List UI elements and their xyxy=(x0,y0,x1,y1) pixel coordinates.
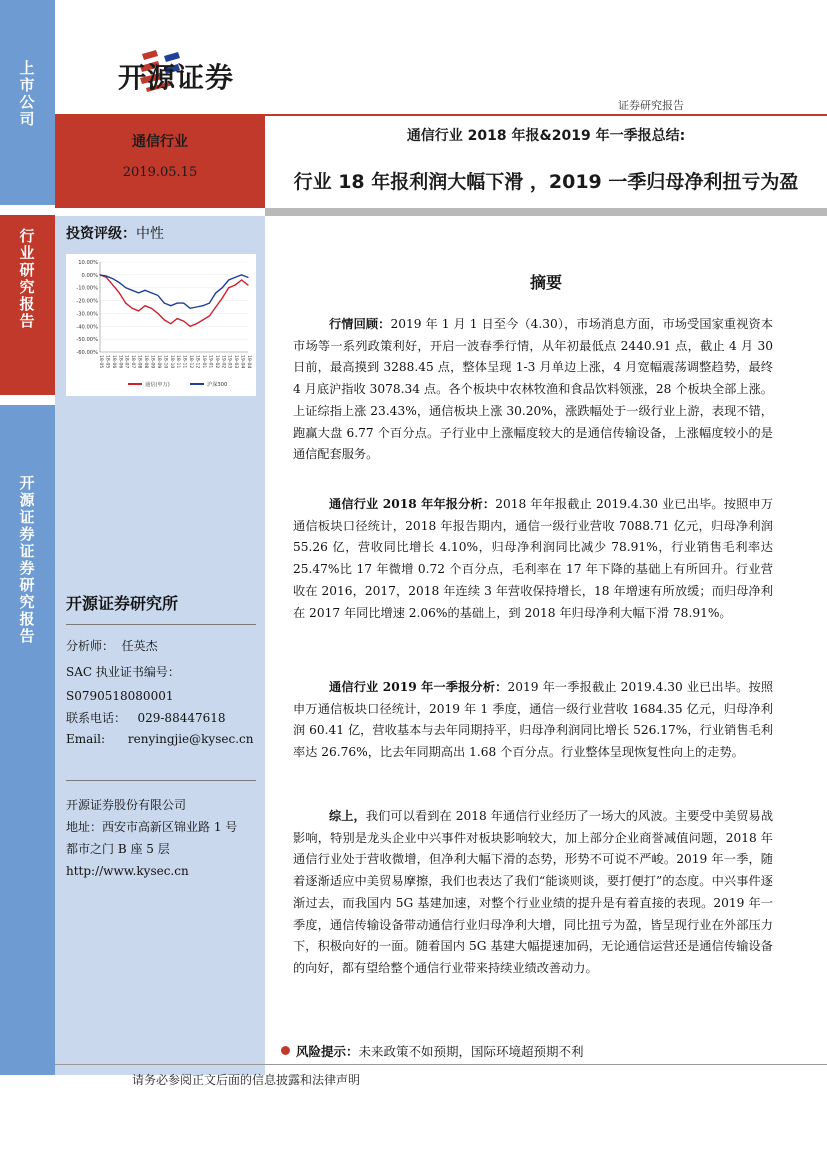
chart-x-tick-label: 18-08 xyxy=(143,355,149,369)
paragraph-lead: 通信行业 2019 年一季报分析： xyxy=(329,680,508,694)
paragraph-lead: 通信行业 2018 年年报分析： xyxy=(329,497,496,511)
performance-chart-box xyxy=(66,254,256,396)
investment-rating xyxy=(66,223,164,243)
report-subtitle: 通信行业 2018 年报&2019 年一季报总结: xyxy=(406,128,686,144)
bullet-icon xyxy=(281,1046,290,1055)
chart-y-tick-label: 10.00% xyxy=(78,260,98,266)
chart-point xyxy=(112,278,113,279)
chart-y-tick-label: -10.00% xyxy=(76,285,98,292)
chart-x-tick-label: 18-10 xyxy=(162,355,168,369)
strip-gap-2 xyxy=(0,395,55,405)
chart-x-tick-label: 18-06 xyxy=(110,355,116,369)
address-label: 地址： xyxy=(66,820,103,834)
chart-x-tick-label: 19-03 xyxy=(233,355,239,369)
chart-point xyxy=(119,282,120,283)
chart-point xyxy=(112,285,113,286)
rating-label: 投资评级： xyxy=(66,226,136,242)
chart-point xyxy=(215,306,216,307)
report-type-label: 证券研究报告 xyxy=(618,99,684,112)
chart-x-tick-label: 19-02 xyxy=(213,355,219,369)
chart-legend-label: 通信(申万) xyxy=(145,382,170,388)
chart-x-tick-label: 19-01 xyxy=(200,355,206,369)
email-label: Email: xyxy=(66,732,106,746)
sidebar-divider-1 xyxy=(66,624,256,625)
title-underbar xyxy=(265,208,827,216)
chart-point xyxy=(164,319,165,320)
chart-point xyxy=(235,285,236,286)
chart-x-tick-label: 19-03 xyxy=(226,355,232,369)
strip-gap xyxy=(0,205,55,215)
chart-x-tick-label: 19-01 xyxy=(207,355,213,369)
chart-point xyxy=(125,303,126,304)
address-row xyxy=(66,819,237,835)
address-line-1: 西安市高新区锦业路 1 号 xyxy=(102,820,238,834)
chart-point xyxy=(144,290,145,291)
left-color-strip xyxy=(0,0,55,1075)
sidebar-divider-2 xyxy=(66,780,256,781)
chart-point xyxy=(202,305,203,306)
abstract-title: 摘要 xyxy=(529,273,562,292)
analyst-name: 任英杰 xyxy=(121,639,158,653)
chart-point xyxy=(138,292,139,293)
chart-point xyxy=(170,323,171,324)
chart-y-tick-label: -30.00% xyxy=(76,311,98,318)
email-address[interactable]: renyingjie@kysec.cn xyxy=(127,732,254,746)
paragraph-lead: 行情回顾： xyxy=(329,317,391,331)
chart-x-tick-label: 19-04 xyxy=(246,355,251,369)
website-link[interactable]: http://www.kysec.cn xyxy=(66,864,189,878)
header-red-box xyxy=(55,116,265,208)
chart-x-tick-label: 18-10 xyxy=(168,355,174,369)
chart-point xyxy=(164,303,165,304)
paragraph-annual-report xyxy=(293,494,773,624)
footer-disclaimer: 请务必参阅正文后面的信息披露和法律声明 xyxy=(132,1073,361,1087)
performance-chart xyxy=(66,254,256,396)
chart-x-tick-label: 18-07 xyxy=(130,355,136,369)
chart-point xyxy=(177,303,178,304)
paragraph-summary xyxy=(293,806,773,980)
paragraph-market-review xyxy=(293,314,773,466)
chart-point xyxy=(132,290,133,291)
chart-x-tick-label: 18-09 xyxy=(149,355,155,369)
analyst-label: 分析师： xyxy=(66,639,115,653)
chart-point xyxy=(183,303,184,304)
chart-point xyxy=(209,303,210,304)
brand-name: 开源证券 xyxy=(118,61,235,94)
chart-point xyxy=(170,305,171,306)
chart-point xyxy=(196,306,197,307)
chart-x-tick-label: 18-09 xyxy=(155,355,161,369)
chart-point xyxy=(138,310,139,311)
chart-point xyxy=(119,292,120,293)
risk-label: 风险提示： xyxy=(296,1044,359,1059)
chart-point xyxy=(235,277,236,278)
chart-x-tick-label: 18-06 xyxy=(117,355,123,369)
paragraph-body: 2019 年一季报截止 2019.4.30 业已出毕。按照申万通信板块口径统计，2019 年 1 季度，通信一级行业营收 1684.35 亿元，归母净利润 60.41 亿，营收基本与去年同期持平，归母净利润同比增长 526.17%，行业销售毛利率达 26.76%，比去年同期高出 1.68 个百分点。行业整体呈现恢复性向上的走势。 xyxy=(293,680,774,760)
email-row xyxy=(66,731,253,747)
chart-point xyxy=(157,313,158,314)
chart-point xyxy=(222,287,223,288)
chart-point xyxy=(151,308,152,309)
chart-point xyxy=(132,308,133,309)
sac-number: S0790518080001 xyxy=(66,689,174,703)
chart-point xyxy=(125,287,126,288)
chart-point xyxy=(222,297,223,298)
paragraph-body: 我们可以看到在 2018 年通信行业经历了一场大的风波。主要受中美贸易战影响，特别是龙头企业中兴事件对板块影响较大，加上部分企业商誉减值问题，2018 年通信行业处于营收微增，但净利大幅下滑的态势，形势不可说不严峻。2019 年一季，随着逐渐适应中美贸易摩擦，我们也表达了我们“能谈则谈，要打便打”的态度。中兴事件逐渐过去，而我国内 5G 基建加速，对整个行业业绩的提升是有着直接的表现。2019 年一季度，通信传输设备带动通信行业归母净利大增，同比扭亏为盈，皆呈现行业在外部压力下，积极向好的一面。随着国内 5G 基建大幅提速加码，无论通信运营还是通信传输设备的向好，都有望给整个通信行业带来持续业绩改善动力。 xyxy=(293,809,774,975)
risk-warning xyxy=(281,1042,584,1060)
report-date: 2019.05.15 xyxy=(122,165,198,180)
footer-divider xyxy=(55,1064,827,1065)
chart-point xyxy=(241,274,242,275)
chart-x-tick-label: 18-07 xyxy=(123,355,129,369)
chart-point xyxy=(177,318,178,319)
rating-value: 中性 xyxy=(136,226,164,242)
address-line-2: 都市之门 B 座 5 层 xyxy=(66,842,170,856)
paragraph-body: 2018 年年报截止 2019.4.30 业已出毕。按照申万通信板块口径统计，2018 年报告期内，通信一级行业营收 7088.71 亿元，归母净利润 55.26 亿，营收同比增长 4.10%，归母净利润同比减少 78.91%，行业销售毛利率达 25.47%比 17 年微增 0.72 个百分点，毛利率在 17 年下降的基础上有所回升。行业营收在 2016，2017，2018 年连续 3 年营收保持增长，18 年增速有所放缓；而归母净利在 2017 年同比增速 2.06%的基础上，到 2018 年归母净利大幅下滑 78.91%。 xyxy=(293,497,774,620)
chart-point xyxy=(189,326,190,327)
chart-point xyxy=(183,321,184,322)
phone-number: 029-88447618 xyxy=(137,711,226,725)
chart-y-tick-label: -50.00% xyxy=(76,337,98,344)
chart-point xyxy=(247,285,248,286)
chart-point xyxy=(209,315,210,316)
chart-point xyxy=(228,287,229,288)
strip-report-kind: 行业研究报告 xyxy=(19,227,35,330)
analyst-row xyxy=(66,638,158,654)
institute-name: 开源证券研究所 xyxy=(66,594,179,613)
chart-point xyxy=(151,292,152,293)
chart-x-tick-label: 18-12 xyxy=(188,355,194,369)
phone-label: 联系电话： xyxy=(66,711,127,725)
chart-point xyxy=(215,292,216,293)
chart-y-tick-label: -20.00% xyxy=(76,298,98,305)
strip-brand-report: 开源证券 证券研究报告 xyxy=(19,474,35,645)
chart-point xyxy=(247,277,248,278)
strip-company-type: 上市公司 xyxy=(19,59,35,128)
chart-point xyxy=(196,323,197,324)
report-title: 行业 18 年报利润大幅下滑 ，2019 一季归母净利扭亏为盈 xyxy=(293,171,799,193)
chart-legend-label: 沪深300 xyxy=(207,382,228,388)
chart-x-tick-label: 18-11 xyxy=(175,355,181,369)
paragraph-body: 2019 年 1 月 1 日至今（4.30），市场消息方面，市场受国家重视资本市场等一系列政策利好，开启一波春季行情，从年初最低点 2440.91 点，截止 4 月 30 日前，最高摸到 3288.45 点，整体呈现 1-3 月单边上涨，4 月宽幅震荡调整趋势，最终 4 月底沪指收 3078.34 点。各个板块中农林牧渔和食品饮料领涨，28 个板块全部上涨。上证综指上涨 23.43%，通信板块上涨 30.20%，涨跌幅处于一级行业上游，表现不错，跑赢大盘 6.77 个百分点。子行业中上涨幅度较大的是通信传输设备，上涨幅度较小的是通信配套服务。 xyxy=(293,317,774,462)
sac-label: SAC 执业证书编号： xyxy=(66,665,180,679)
paragraph-q1-report xyxy=(293,677,773,764)
chart-point xyxy=(144,305,145,306)
chart-point xyxy=(228,279,229,280)
paragraph-lead: 综上， xyxy=(329,809,366,823)
phone-row xyxy=(66,710,226,726)
chart-y-tick-label: -40.00% xyxy=(76,324,98,331)
chart-x-tick-label: 18-11 xyxy=(181,355,187,369)
chart-y-tick-label: 0.00% xyxy=(81,272,98,279)
chart-x-tick-label: 19-04 xyxy=(239,355,245,369)
risk-text: 未来政策不如预期，国际环境超预期不利 xyxy=(358,1044,584,1059)
chart-x-tick-label: 19-02 xyxy=(220,355,226,369)
chart-point xyxy=(202,319,203,320)
chart-x-tick-label: 18-08 xyxy=(136,355,142,369)
chart-x-tick-label: 18-12 xyxy=(194,355,200,369)
chart-point xyxy=(106,276,107,277)
chart-x-tick-label: 18-05 xyxy=(98,355,103,369)
chart-point xyxy=(241,279,242,280)
chart-point xyxy=(157,295,158,296)
chart-x-tick-label: 18-05 xyxy=(104,355,110,369)
chart-point xyxy=(99,274,100,275)
industry-label: 通信行业 xyxy=(132,134,188,150)
chart-y-tick-label: -60.00% xyxy=(76,350,98,356)
chart-point xyxy=(189,308,190,309)
company-name: 开源证券股份有限公司 xyxy=(66,798,187,812)
